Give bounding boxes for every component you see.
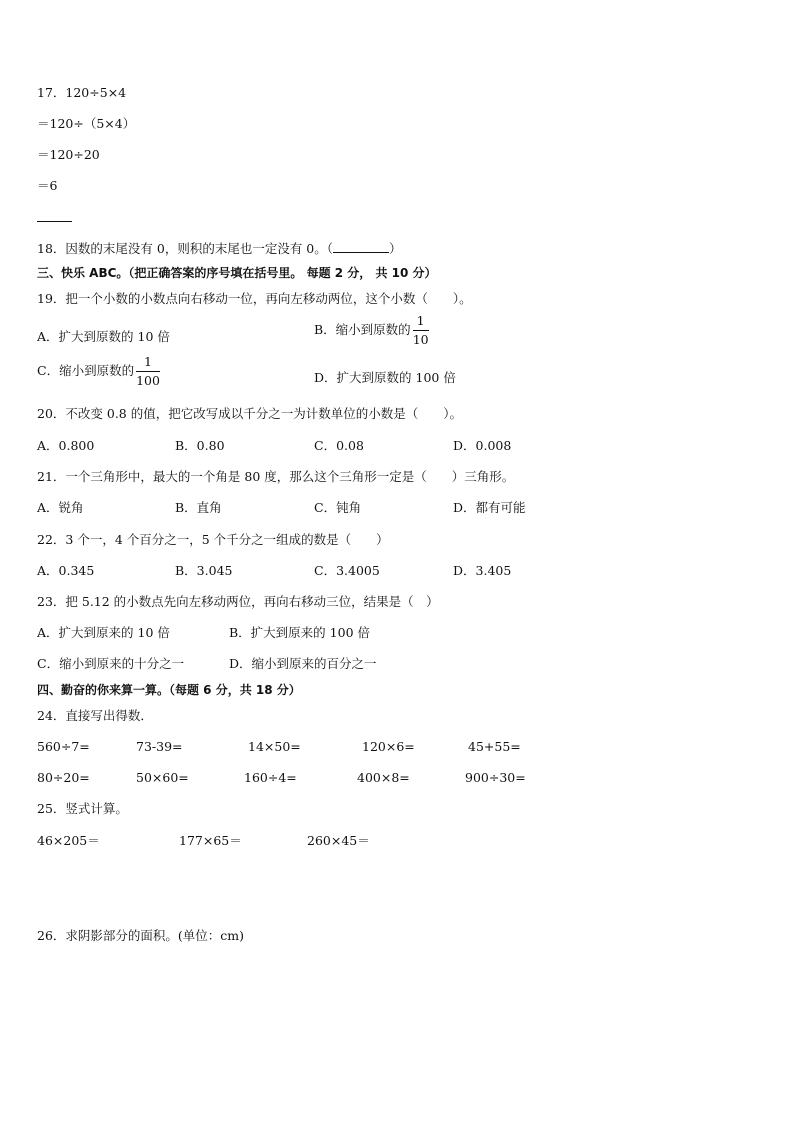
q23-question: 23．把 5.12 的小数点先向左移动两位，再向右移动三位，结果是（ ） [37,594,439,609]
q19-question: 19．把一个小数的小数点向右移动一位，再向左移动两位，这个小数（ ）。 [37,291,472,306]
q22-option-a[interactable]: A．0.345 [37,563,95,578]
q20-question: 20．不改变 0.8 的值，把它改写成以千分之一为计数单位的小数是（ ）。 [37,406,462,421]
q18-text-after: ） [389,241,402,256]
section4-title: 四、勤奋的你来算一算。（每题 6 分，共 18 分） [37,683,301,697]
q22-question: 22．3 个一，4 个百分之一，5 个千分之一组成的数是（ ） [37,532,389,547]
q21-option-d[interactable]: D．都有可能 [453,500,526,515]
fraction-numerator: 1 [416,313,425,328]
q18-text-before: 18．因数的末尾没有 0，则积的末尾也一定没有 0。（ [37,241,334,256]
q24-item: 400×8= [357,770,410,785]
q20-option-c[interactable]: C．0.08 [314,438,364,453]
q17-line3: ＝120÷20 [37,147,100,162]
q23-option-d[interactable]: D．缩小到原来的百分之一 [229,656,377,671]
q25-item: 260×45＝ [307,833,370,848]
q22-option-d[interactable]: D．3.405 [453,563,512,578]
q25-title: 25．竖式计算。 [37,801,128,816]
q25-item: 46×205＝ [37,833,100,848]
q24-item: 160÷4= [244,770,297,785]
q21-option-b[interactable]: B．直角 [175,500,222,515]
q24-item: 560÷7= [37,739,90,754]
q19-option-a[interactable]: A．扩大到原数的 10 倍 [37,329,170,344]
q19-option-c-fraction [136,354,160,389]
q18-question [37,240,402,257]
section3-title: 三、快乐 ABC。（把正确答案的序号填在括号里。 每题 2 分， 共 10 分） [37,266,437,280]
q20-option-b[interactable]: B．0.80 [175,438,225,453]
q17-line1: 17．120÷5×4 [37,85,127,100]
q20-option-a[interactable]: A．0.800 [37,438,95,453]
q24-item: 73-39= [136,739,183,754]
separator-rule [37,221,72,222]
q24-item: 120×6= [362,739,415,754]
q18-answer-blank[interactable] [333,240,389,253]
q17-line4: ＝6 [37,178,58,193]
fraction-bar [136,371,160,372]
q23-option-b[interactable]: B．扩大到原来的 100 倍 [229,625,370,640]
fraction-numerator: 1 [144,354,152,369]
q19-option-b[interactable] [314,313,429,348]
q19-option-c-text: C．缩小到原数的 [37,363,135,378]
q19-option-d[interactable]: D．扩大到原数的 100 倍 [314,370,456,385]
q20-option-d[interactable]: D．0.008 [453,438,512,453]
q22-option-b[interactable]: B．3.045 [175,563,233,578]
q21-option-a[interactable]: A．锐角 [37,500,84,515]
fraction-denominator: 100 [136,373,160,388]
q24-item: 80÷20= [37,770,90,785]
q24-item: 45+55= [468,739,521,754]
q26-title: 26．求阴影部分的面积。(单位：cm) [37,928,245,943]
q19-option-b-fraction [413,313,429,348]
q23-option-a[interactable]: A．扩大到原来的 10 倍 [37,625,170,640]
q24-item: 900÷30= [465,770,526,785]
fraction-bar [413,330,429,331]
q19-option-c[interactable] [37,354,160,389]
q21-question: 21．一个三角形中，最大的一个角是 80 度，那么这个三角形一定是（ ）三角形。 [37,469,515,484]
q22-option-c[interactable]: C．3.4005 [314,563,380,578]
q19-option-b-text: B．缩小到原数的 [314,322,411,337]
q24-item: 50×60= [136,770,189,785]
q24-title: 24．直接写出得数． [37,708,153,723]
q17-line2: ＝120÷（5×4） [37,116,136,131]
q23-option-c[interactable]: C．缩小到原来的十分之一 [37,656,185,671]
fraction-denominator: 10 [412,332,429,347]
q21-option-c[interactable]: C．钝角 [314,500,362,515]
q24-item: 14×50= [248,739,301,754]
q25-item: 177×65＝ [179,833,242,848]
